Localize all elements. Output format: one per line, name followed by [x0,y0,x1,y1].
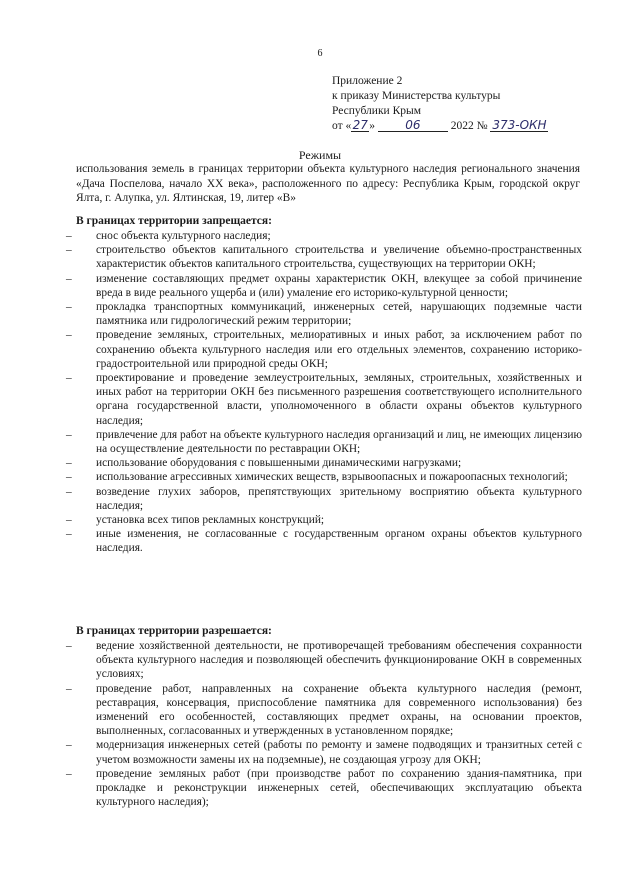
prohibited-item-text: строительство объектов капитального строительства и увеличение объемно-пространственных характеристик объектов капитального строительства, существующих на территории ОКН; [96,244,582,271]
allowed-item-text: проведение работ, направленных на сохранение объекта культурного наследия (ремонт, реставрация, консервация, приспособление памятника для современного использования) без изменений его особенностей, составляющих предмет охраны, на основании проектов, выполненных, согласованных и утвержденных в установленном порядке; [96,682,582,738]
bullet-dash: – [66,329,72,342]
allowed-item [66,738,582,766]
date-day: 27 [352,118,368,132]
prohibited-item-text: установка всех типов рекламных конструкций; [96,514,325,527]
appendix-header [332,74,548,134]
bullet-dash: – [66,739,72,752]
allowed-item-text: ведение хозяйственной деятельности, не противоречащей требованиям обеспечения сохранности объекта культурного наследия и позволяющей обеспечить функционирование ОКН в современных условиях; [96,640,582,681]
date-month: 06 [378,119,448,132]
allowed-item-text: модернизация инженерных сетей (работы по ремонту и замене подводящих и транзитных сетей с учетом возможности замены их на подземные), не создающая угрозу для ОКН; [96,739,582,766]
prohibited-item [66,470,582,484]
bullet-dash: – [66,457,72,470]
prohibited-item-text: прокладка транспортных коммуникаций, инженерных сетей, нарушающих подземные части памятника или гидрологический режим территории; [96,301,582,328]
prohibited-item [66,229,582,243]
allowed-item-text: проведение земляных работ (при производстве работ по сохранению здания-памятника, при прокладке и реконструкции инженерных сетей, обеспечивающих эксплуатацию объекта культурного наследия); [96,767,582,809]
document-title: Режимы [298,148,342,162]
prohibited-item-text: проектирование и проведение землеустроительных, земляных, строительных, хозяйственных и иных работ на территории ОКН без письменного разрешения соответствующего исполнительного органа государственной власти, уполномоченного в области охраны объектов культурного наследия; [96,372,582,427]
prohibited-item-text: проведение земляных, строительных, мелиоративных и иных работ, за исключением работ по сохранению объекта культурного наследия или его отдельных элементов, сохранению историко-градостроительной или природной среды ОКН; [96,329,582,370]
date-close-quote: » [369,120,375,132]
order-number: 373-ОКН [492,118,547,132]
bullet-dash: – [66,471,72,484]
date-year: 2022 № [450,120,488,132]
prohibited-item-text: привлечение для работ на объекте культурного наследия организаций и лиц, не имеющих лицензию на осуществление деятельности по реставрации ОКН; [96,428,583,456]
appendix-date-line [332,119,548,134]
bullet-dash: – [66,682,72,695]
prohibited-item [66,527,582,555]
prohibited-item [66,456,582,470]
bullet-dash: – [66,244,72,257]
page-number: 6 [317,48,323,59]
appendix-republic: Республики Крым [332,105,421,117]
allowed-item [66,639,582,682]
appendix-title: Приложение 2 [332,75,403,87]
bullet-dash: – [66,485,72,498]
bullet-dash: – [66,372,72,385]
prohibited-item [66,485,582,513]
prohibited-item [66,428,583,456]
appendix-order-ref: к приказу Министерства культуры [332,90,501,102]
prohibited-item [66,272,582,300]
prohibited-item-text: иные изменения, не согласованные с государственным органом охраны объектов культурного наследия. [96,528,582,555]
allowed-section [66,624,582,809]
bullet-dash: – [66,272,72,285]
document-intro: использования земель в границах территории объекта культурного наследия регионального значения «Дача Поспелова, начало XX века», расположенного по адресу: Республика Крым, городской округ Ялта, г. Алупка, ул. Ялтинская, 19, литер «В» [76,163,580,205]
prohibited-item-text: изменение составляющих предмет охраны характеристик ОКН, влекущее за собой причинение вреда в виде реального ущерба и (или) умаление его историко-культурной ценности; [96,272,582,299]
prohibited-item-text: использование агрессивных химических веществ, взрывоопасных и пожароопасных технологий; [96,471,568,484]
allowed-heading: В границах территории разрешается: [76,625,272,637]
bullet-dash: – [66,301,72,314]
bullet-dash: – [66,514,72,527]
prohibited-item [66,513,582,527]
prohibited-item [66,300,582,328]
prohibited-item-text: использование оборудования с повышенными динамическими нагрузками; [96,457,462,470]
date-prefix: от « [332,120,352,132]
bullet-dash: – [66,767,72,780]
bullet-dash: – [66,428,72,441]
bullet-dash: – [66,528,72,541]
prohibited-section [66,214,583,556]
prohibited-item [66,371,582,428]
allowed-list [66,639,582,809]
prohibited-item-text: возведение глухих заборов, препятствующих зрительному восприятию объекта культурного наследия; [96,485,582,512]
allowed-item [66,682,582,739]
bullet-dash: – [66,640,72,652]
prohibited-item [66,243,582,271]
prohibited-item-text: снос объекта культурного наследия; [96,230,271,242]
prohibited-heading: В границах территории запрещается: [76,215,272,227]
bullet-dash: – [66,230,72,242]
prohibited-list [66,229,583,556]
prohibited-item [66,328,582,371]
allowed-item [66,767,582,810]
